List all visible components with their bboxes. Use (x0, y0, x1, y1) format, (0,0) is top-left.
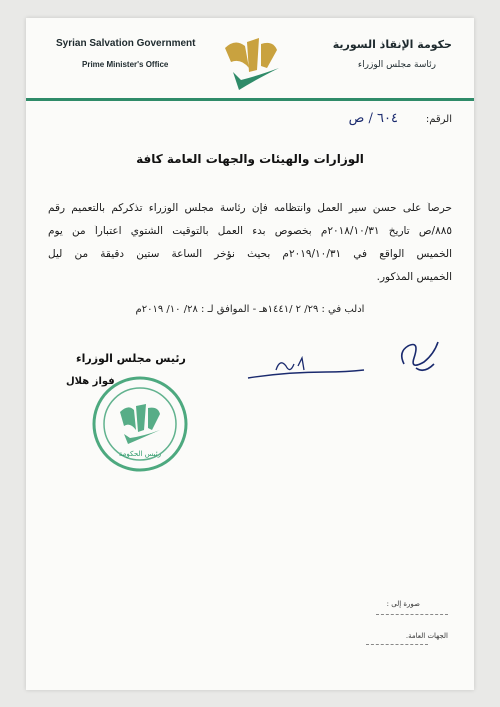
header-ar-title: حكومة الإنقاذ السورية (332, 38, 452, 51)
header-divider (26, 98, 474, 101)
seal-text: رئيس الحكومة (118, 450, 162, 458)
body-line-3: الخميس الواقع في ٢٠١٩/١٠/٣١م بحيث نؤخر الساعة ستين دقيقة من ليل (48, 248, 452, 260)
official-seal (90, 374, 190, 474)
header-en-subtitle: Prime Minister's Office (82, 60, 169, 69)
cc-dash-1 (376, 614, 448, 615)
header-en-title: Syrian Salvation Government (56, 38, 196, 49)
body-line-2: ٨٨٥/ص تاريخ ٢٠١٨/١٠/٣١م بخصوص بدء العمل بالتوقيت الشتوي اعتباراً من يوم (48, 225, 452, 237)
signatory-name: فواز هلال (66, 376, 115, 387)
government-logo-icon (215, 28, 285, 98)
initials-signature (394, 334, 442, 378)
reference-number: ٦٠٤ / ص (348, 111, 398, 126)
cc-item: الجهات العامة. (405, 632, 448, 640)
addressee-heading: الوزارات والهيئات والجهات العامة كافة (136, 152, 364, 166)
signatory-title: رئيس مجلس الوزراء (76, 352, 186, 365)
cc-dash-2 (366, 644, 428, 645)
reference-label: الرقم: (425, 114, 452, 125)
body-line-4: الخميس المذكور. (376, 271, 452, 283)
body-line-1: حرصاً على حسن سير العمل وانتظامه فإن رئاسة مجلس الوزراء تذكركم بالتعميم رقم (48, 202, 452, 214)
letter-page (26, 18, 474, 690)
cc-title: صورة إلى : (386, 600, 420, 608)
handwritten-signature (246, 348, 366, 388)
date-line: ادلب في : ٢٩/ ٢ /١٤٤١هـ - الموافق لـ : ٢٨/ ١٠/ ٢٠١٩م (135, 304, 365, 315)
header-ar-subtitle: رئاسة مجلس الوزراء (357, 60, 436, 70)
